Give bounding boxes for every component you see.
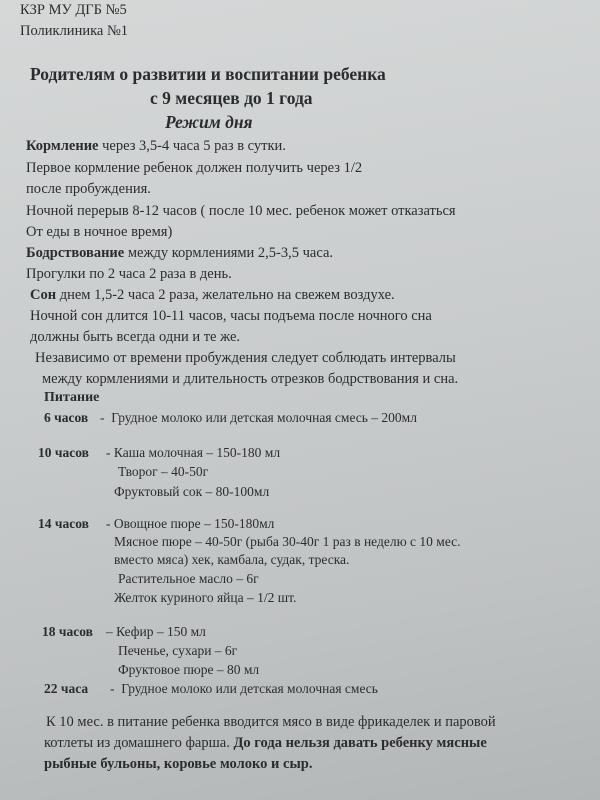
meal-14-item-4: Желток куриного яйца – 1/2 шт. [114,590,297,605]
feeding-line [26,138,286,155]
intervals-line-1: Независимо от времени пробуждения следует соблюдать интервалы [35,350,456,366]
intervals-line-2: между кормлениями и длительность отрезков бодрствования и сна. [42,371,459,387]
wake-label: Бодрствование [26,245,125,261]
meal-14-item-3: Растительное масло – 6г [118,571,259,586]
meal-18-item-2: Печенье, сухари – 6г [118,643,238,658]
meal-18-item-1: – Кефир – 150 мл [106,624,206,639]
clinic-name: Поликлиника №1 [20,23,129,39]
meal-10-item-2: Творог – 40-50г [118,464,209,479]
night-break-line-1: Ночной перерыв 8-12 часов ( после 10 мес. ребенок может отказаться [26,203,456,219]
time-14: 14 часов [38,516,89,531]
meal-22-item: - Грудное молоко или детская молочная смесь [110,681,378,696]
age-range: с 9 месяцев до 1 года [150,88,313,108]
footer-line-1: К 10 мес. в питание ребенка вводится мясо в виде фрикаделек и паровой [46,714,496,730]
meal-6-item: - Грудное молоко или детская молочная смесь – 200мл [100,410,417,425]
night-sleep-line-2: должны быть всегда одни и те же. [30,329,241,345]
document-title: Родителям о развитии и воспитании ребенка [30,64,386,84]
meal-18-item-3: Фруктовое пюре – 80 мл [118,662,260,677]
first-feeding-line-2: после пробуждения. [26,181,151,197]
section-title-day-regime: Режим дня [165,112,253,132]
sleep-text: днем 1,5-2 часа 2 раза, желательно на свежем воздухе. [56,287,395,303]
sleep-line [30,287,395,304]
footer-warning-2: рыбные бульоны, коровье молоко и сыр. [44,756,313,772]
document-header [20,0,128,42]
feeding-text: через 3,5-4 часа 5 раз в сутки. [98,138,286,154]
meal-10-item-3: Фруктовый сок – 80-100мл [114,484,270,499]
time-22: 22 часа [44,681,89,696]
meal-14-item-1: - Овощное пюре – 150-180мл [106,516,275,531]
meal-10-item-1: - Каша молочная – 150-180 мл [106,445,281,460]
night-sleep-line-1: Ночной сон длится 10-11 часов, часы подъема после ночного сна [30,308,432,324]
footer-line-2: котлеты из домашнего фарша. До года нельзя давать ребенку мясные [44,735,487,751]
wake-line [26,245,333,262]
meal-14-item-2b: вместо мяса) хек, камбала, судак, треска. [114,552,350,567]
first-feeding-line-1: Первое кормление ребенок должен получить через 1/2 [26,160,363,176]
wake-text: между кормлениями 2,5-3,5 часа. [124,245,334,261]
sleep-label: Сон [30,287,57,303]
time-10: 10 часов [38,445,89,460]
org-name: КЗР МУ ДГБ №5 [20,2,127,18]
meal-14-item-2a: Мясное пюре – 40-50г (рыба 30-40г 1 раз в неделю с 10 мес. [114,534,461,549]
time-18: 18 часов [42,624,93,639]
time-6: 6 часов [44,410,89,425]
feeding-label: Кормление [26,138,99,154]
footer-warning-1: До года нельзя давать ребенку мясные [233,735,487,751]
nutrition-heading: Питание [44,390,100,405]
walks-line: Прогулки по 2 часа 2 раза в день. [26,266,232,282]
night-break-line-2: От еды в ночное время) [26,224,173,240]
